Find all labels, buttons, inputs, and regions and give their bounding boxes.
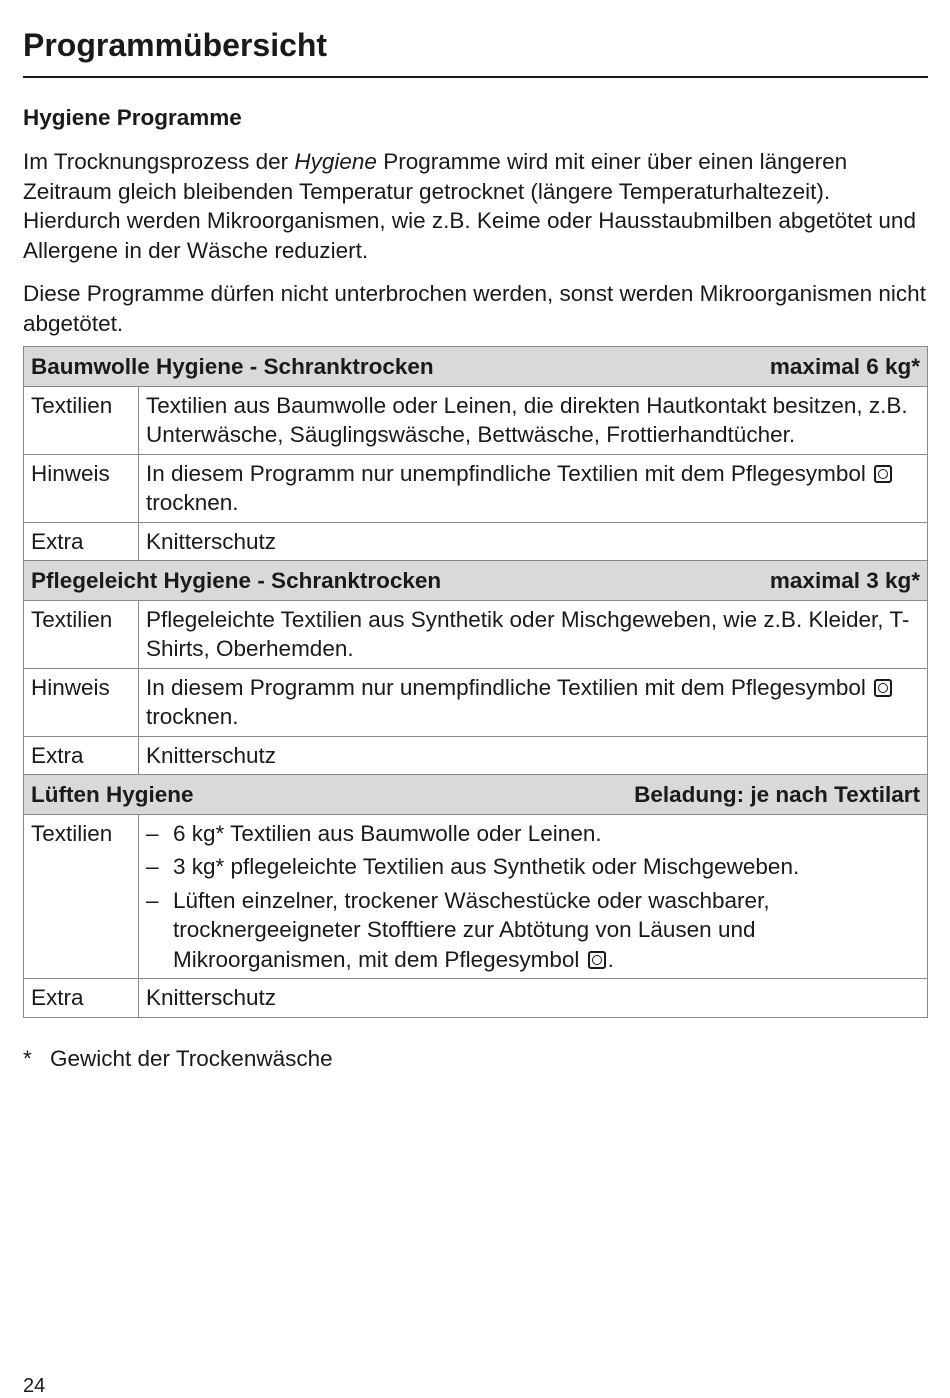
dash-bullet: –: [146, 887, 159, 913]
table-row: [24, 814, 928, 979]
dash-bullet: –: [146, 820, 159, 846]
list-item: [146, 886, 920, 975]
warning-paragraph: Diese Programme dürfen nicht unterbrochen werden, sonst werden Mikroorganismen nicht abgetötet.: [23, 281, 926, 336]
title-divider: [23, 76, 928, 78]
hint-text-start: In diesem Programm nur unempfindliche Textilien mit dem Pflegesymbol: [146, 674, 873, 700]
row-label: Hinweis: [24, 668, 139, 736]
row-value: [139, 668, 928, 736]
list-item: [146, 819, 920, 849]
program-header-cell: [24, 775, 928, 815]
list-item: [146, 852, 920, 882]
table-row: [24, 522, 928, 561]
tumble-dry-symbol-icon: [588, 951, 606, 969]
row-label: Hinweis: [24, 454, 139, 522]
table-row: [24, 454, 928, 522]
footnote: [23, 1044, 333, 1074]
row-value: [139, 454, 928, 522]
intro-italic-hygiene: Hygiene: [294, 149, 377, 174]
row-label: Extra: [24, 736, 139, 775]
tumble-dry-symbol-icon: [874, 465, 892, 483]
page-title: Programmübersicht: [23, 27, 328, 63]
row-label: Textilien: [24, 814, 139, 979]
program-header-cell: [24, 561, 928, 601]
table-row: [24, 386, 928, 454]
row-value: Pflegeleichte Textilien aus Synthetik oder Mischgeweben, wie z.B. Kleider, T-Shirts, Oberhemden.: [139, 600, 928, 668]
list-item-text-end: .: [607, 946, 614, 972]
list-item-text: 6 kg* Textilien aus Baumwolle oder Leinen.: [173, 820, 602, 846]
footnote-star: *: [23, 1046, 32, 1071]
hint-text-start: In diesem Programm nur unempfindliche Textilien mit dem Pflegesymbol: [146, 460, 873, 486]
textile-list: [146, 819, 920, 975]
dash-bullet: –: [146, 854, 159, 879]
program-name: Pflegeleicht Hygiene - Schranktrocken: [31, 568, 442, 593]
section-heading: Hygiene Programme: [23, 105, 242, 130]
row-value: Knitterschutz: [139, 736, 928, 775]
program-name: Lüften Hygiene: [31, 782, 194, 807]
tumble-dry-symbol-icon: [874, 679, 892, 697]
row-label: Textilien: [24, 386, 139, 454]
program-header-row: [24, 561, 928, 601]
row-value: [139, 814, 928, 979]
program-table: [23, 346, 928, 1018]
row-value: Textilien aus Baumwolle oder Leinen, die direkten Hautkontakt besitzen, z.B. Unterwäsche, Säuglingswäsche, Bettwäsche, Frottierhandtücher.: [139, 386, 928, 454]
footnote-text: Gewicht der Trockenwäsche: [50, 1046, 333, 1071]
intro-text-end: Programme wird mit einer über einen längeren Zeitraum gleich bleibenden Temperatur getrocknet (längere Temperaturhaltezeit). Hierdurch werden Mikroorganismen, wie z.B. Keime oder Hausstaubmilben abgetötet und Allergene in der Wäsche reduziert.: [23, 149, 916, 263]
intro-paragraph: [23, 147, 928, 265]
row-label: Extra: [24, 979, 139, 1018]
program-header-row: [24, 347, 928, 387]
table-row: [24, 736, 928, 775]
row-value: Knitterschutz: [139, 522, 928, 561]
table-row: [24, 979, 928, 1018]
row-value: Knitterschutz: [139, 979, 928, 1018]
table-row: [24, 600, 928, 668]
hint-text-end: trocknen.: [146, 490, 239, 515]
list-item-text: Lüften einzelner, trockener Wäschestücke oder waschbarer, trocknergeeigneter Stofftiere zur Abtötung von Läusen und Mikroorganismen, mit dem Pflegesymbol: [173, 887, 770, 972]
row-label: Extra: [24, 522, 139, 561]
program-load: maximal 6 kg*: [769, 354, 920, 379]
program-header-row: [24, 775, 928, 815]
table-row: [24, 668, 928, 736]
page-number: 24: [23, 1375, 46, 1397]
hint-text-end: trocknen.: [146, 704, 239, 729]
intro-text-start: Im Trocknungsprozess der: [23, 149, 295, 174]
list-item-text: 3 kg* pflegeleichte Textilien aus Synthetik oder Mischgeweben.: [173, 854, 800, 879]
row-label: Textilien: [24, 600, 139, 668]
program-load: Beladung: je nach Textilart: [634, 782, 920, 807]
program-load: maximal 3 kg*: [769, 568, 920, 593]
program-header-cell: [24, 347, 928, 387]
program-name: Baumwolle Hygiene - Schranktrocken: [31, 354, 434, 379]
